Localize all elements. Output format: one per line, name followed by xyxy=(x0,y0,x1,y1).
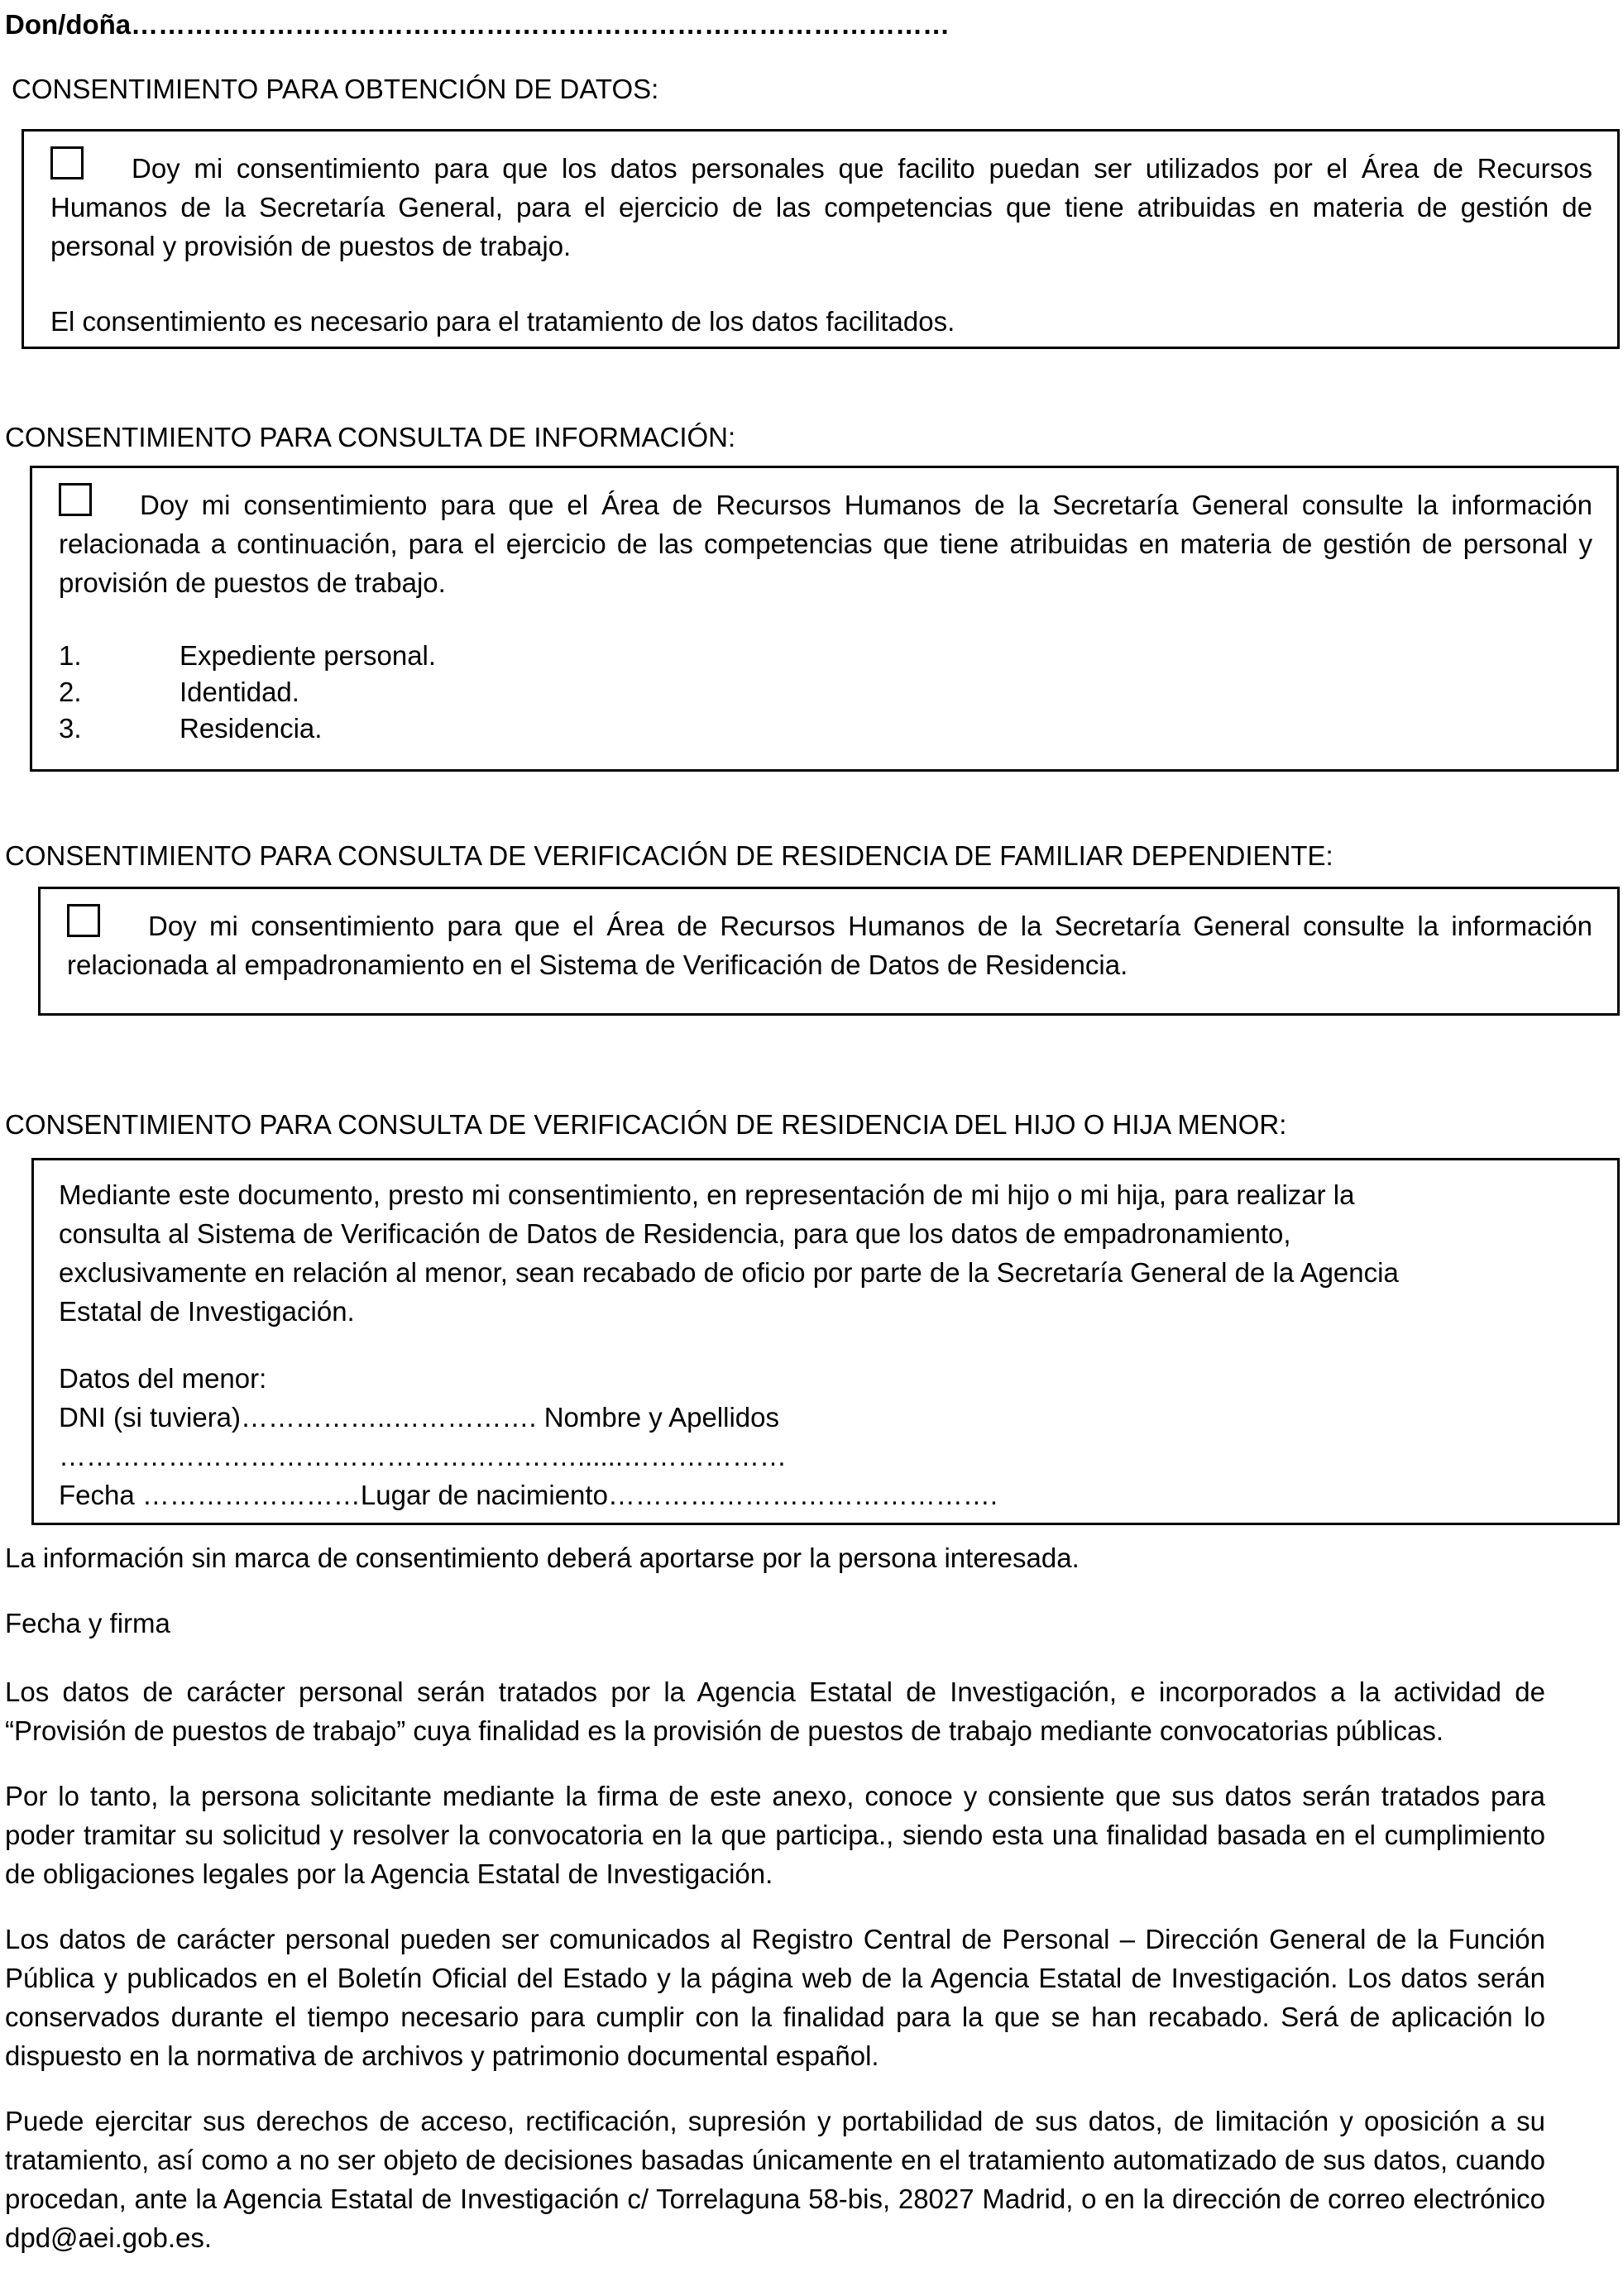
section4-title: CONSENTIMIENTO PARA CONSULTA DE VERIFICACIÓN DE RESIDENCIA DEL HIJO O HIJA MENOR: xyxy=(5,1109,1287,1140)
legal-paragraph: Los datos de carácter personal serán tratados por la Agencia Estatal de Investigación, e incorporados a la actividad de “Provisión de puestos de trabajo” cuya finalidad es la provisión de puestos de trabajo mediante convocatorias públicas. xyxy=(5,1677,1545,1746)
no-consent-note: La información sin marca de consentimiento deberá aportarse por la persona interesada. xyxy=(5,1543,1080,1573)
section1-note: El consentimiento es necesario para el tratamiento de los datos facilitados. xyxy=(50,306,955,337)
minor-data-block xyxy=(59,1359,998,1514)
minor-dni-name-field[interactable]: DNI (si tuviera)……………..……………. Nombre y Apellidos xyxy=(59,1402,780,1433)
don-dona-field[interactable]: Don/doña……………………………………………………………………………… xyxy=(5,9,950,40)
minor-date-birthplace-field[interactable]: Fecha ……………………Lugar de nacimiento……………………………………. xyxy=(59,1480,998,1510)
section2-list xyxy=(59,638,436,747)
section1-title: CONSENTIMIENTO PARA OBTENCIÓN DE DATOS: xyxy=(12,74,659,104)
section2-box xyxy=(30,466,1619,772)
legal-block xyxy=(5,1672,1545,2257)
section4-paragraph: Mediante este documento, presto mi consentimiento, en representación de mi hijo o mi hija, para realizar la consulta al Sistema de Verificación de Datos de Residencia, para que los datos de empadronamiento, exclusivamente en relación al menor, sean recabado de oficio por parte de la Secretaría General de la Agencia Estatal de Investigación. xyxy=(59,1179,1399,1327)
minor-data-label: Datos del menor: xyxy=(59,1363,267,1394)
list-item: 1. Expediente personal. xyxy=(59,640,437,671)
section1-checkbox[interactable] xyxy=(50,146,84,179)
legal-paragraph: Por lo tanto, la persona solicitante mediante la firma de este anexo, conoce y consiente que sus datos serán tratados para poder tramitar su solicitud y resolver la convocatoria en la que participa., siendo esta una finalidad basada en el cumplimiento de obligaciones legales por la Agencia Estatal de Investigación. xyxy=(5,1781,1545,1889)
minor-name-dots-field[interactable]: …………………………………………………......……………… xyxy=(59,1441,788,1471)
section1-paragraph xyxy=(50,146,1592,265)
section3-checkbox[interactable] xyxy=(67,904,100,937)
legal-paragraph: Los datos de carácter personal pueden ser comunicados al Registro Central de Personal – Dirección General de la Función Pública y publicados en el Boletín Oficial del Estado y la página web de la Agencia Estatal de Investigación. Los datos serán conservados durante el tiempo necesario para cumplir con la finalidad para la que se han recabado. Será de aplicación lo dispuesto en la normativa de archivos y patrimonio documental español. xyxy=(5,1924,1545,2071)
section3-paragraph xyxy=(67,904,1592,984)
section2-paragraph xyxy=(59,483,1592,602)
section2-text: Doy mi consentimiento para que el Área de Recursos Humanos de la Secretaría General consulte la información relacionada a continuación, para el ejercicio de las competencias que tiene atribuidas en materia de gestión de personal y provisión de puestos de trabajo. xyxy=(59,490,1592,598)
section1-box xyxy=(22,129,1620,349)
list-item: 2. Identidad. xyxy=(59,677,299,707)
section2-title: CONSENTIMIENTO PARA CONSULTA DE INFORMACIÓN: xyxy=(5,422,736,452)
section3-box xyxy=(38,887,1620,1016)
legal-paragraph: Puede ejercitar sus derechos de acceso, rectificación, supresión y portabilidad de sus datos, de limitación y oposición a su tratamiento, así como a no ser objeto de decisiones basadas únicamente en el tratamiento automatizado de sus datos, cuando procedan, ante la Agencia Estatal de Investigación c/ Torrelaguna 58-bis, 28027 Madrid, o en la dirección de correo electrónico dpd@aei.gob.es. xyxy=(5,2106,1545,2253)
list-item: 3. Residencia. xyxy=(59,713,323,744)
section2-checkbox[interactable] xyxy=(59,483,92,516)
section1-text: Doy mi consentimiento para que los datos personales que facilito puedan ser utilizados por el Área de Recursos Humanos de la Secretaría General, para el ejercicio de las competencias que tiene atribuidas en materia de gestión de personal y provisión de puestos de trabajo. xyxy=(50,153,1592,261)
fecha-firma[interactable]: Fecha y firma xyxy=(5,1608,170,1638)
section3-title: CONSENTIMIENTO PARA CONSULTA DE VERIFICACIÓN DE RESIDENCIA DE FAMILIAR DEPENDIENTE: xyxy=(5,840,1333,871)
section4-box xyxy=(31,1158,1620,1525)
section3-text: Doy mi consentimiento para que el Área de Recursos Humanos de la Secretaría General consulte la información relacionada al empadronamiento en el Sistema de Verificación de Datos de Residencia. xyxy=(67,911,1592,980)
